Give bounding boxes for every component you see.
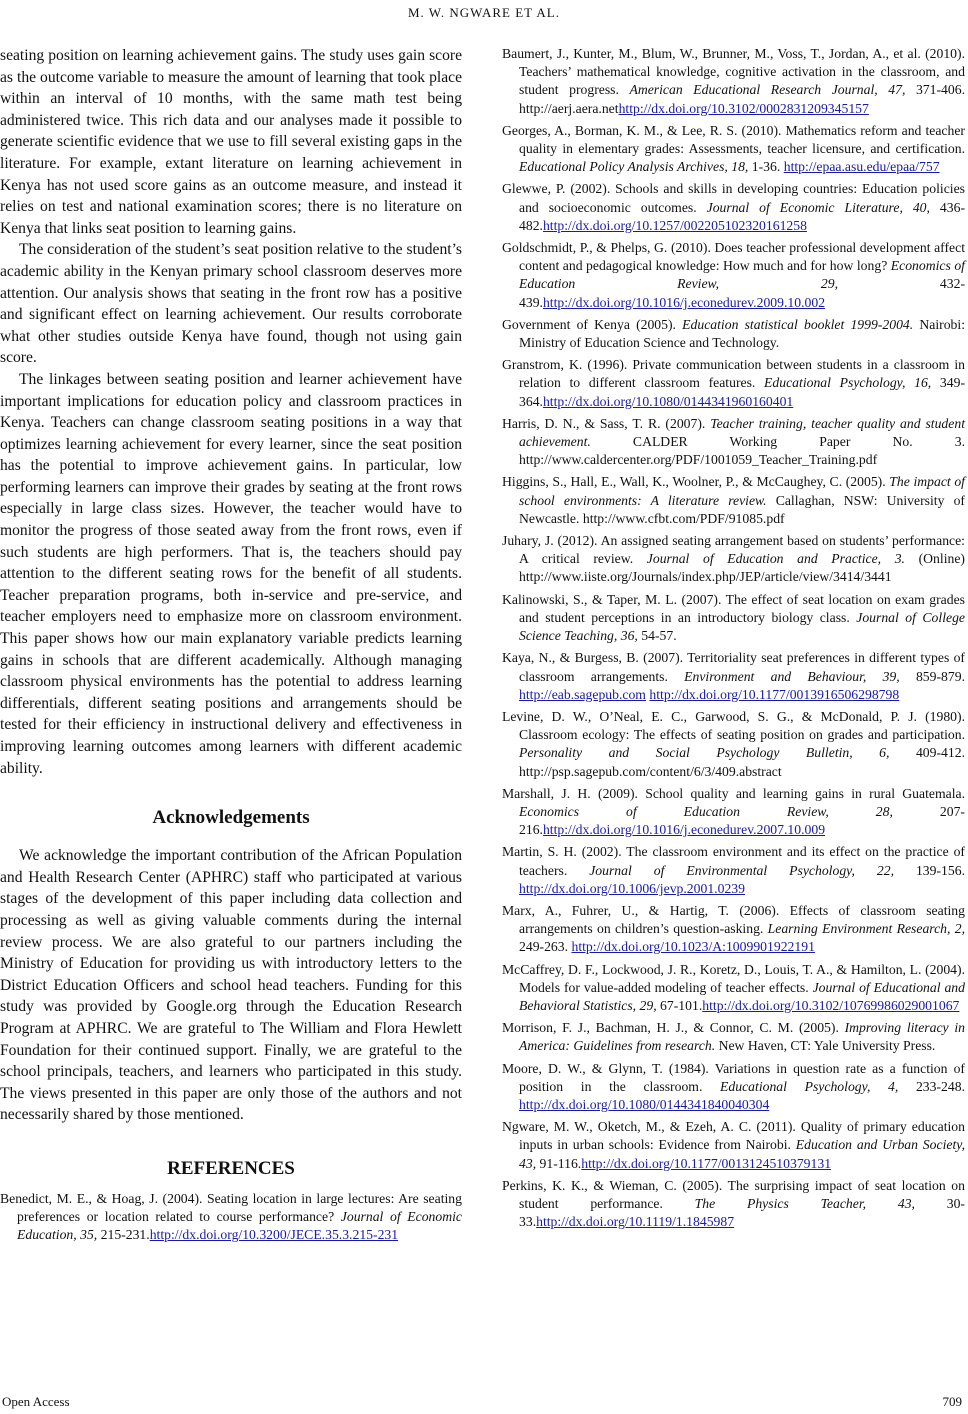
reference-item xyxy=(502,1118,965,1173)
reference-authors-title: Marshall, J. H. (2009). School quality and learning gains in rural Guatemala. xyxy=(502,785,965,801)
reference-authors-title: Levine, D. W., O’Neal, E. C., Garwood, S. G., & McDonald, P. J. (1980). Classroom ecology: The effects of seating position on grades and participation. xyxy=(502,708,965,743)
reference-authors-title: Georges, A., Borman, K. M., & Lee, R. S. (2010). Mathematics reform and teacher quality in elementary grades: Assessments, teacher licensure, and certification. xyxy=(502,122,965,157)
right-column xyxy=(502,45,965,1235)
reference-pages: 30-33. xyxy=(519,1195,965,1230)
reference-source: Journal of Educational and Behavioral Statistics, 29, xyxy=(519,979,965,1013)
reference-pages: 91-116. xyxy=(536,1155,582,1171)
reference-item xyxy=(502,316,965,352)
reference-authors-title: Higgins, S., Hall, E., Wall, K., Woolner, P., & McCaughey, C. (2005). xyxy=(502,474,890,490)
reference-item xyxy=(502,708,965,781)
reference-pages: 233-248. xyxy=(898,1078,965,1094)
reference-pages: 349-364. xyxy=(519,375,966,409)
reference-item xyxy=(0,1190,462,1245)
reference-source: Journal of College Science Teaching, 36, xyxy=(519,609,965,644)
body-paragraph: The consideration of the student’s seat position relative to the student’s academic ability in the Kenyan primary school classroom deserves more attention. Our analysis shows that seating in the front row has a positive and significant effect on learning achievement. Our results corroborate what other studies outside Kenya have found, though not using gain score. xyxy=(0,241,462,367)
reference-pages: 139-156. xyxy=(894,862,966,878)
reference-pages: 215-231. xyxy=(97,1227,150,1243)
reference-source: Education and Urban Society, 43, xyxy=(519,1137,965,1171)
reference-source: Journal of Environmental Psychology, 22, xyxy=(589,862,894,878)
reference-source: Educational Psychology, 4, xyxy=(720,1078,899,1094)
reference-pages: (Online) http://www.iiste.org/Journals/index.php/JEP/article/view/3414/3441 xyxy=(519,551,965,585)
reference-link[interactable]: http://dx.doi.org/10.3102/0002831209345157 xyxy=(618,100,869,116)
footer-access: Open Access xyxy=(2,1394,70,1409)
body-paragraph: seating position on learning achievement gains. The study uses gain score as the outcome variable to measure the amount of learning that took place within an interval of 10 months, with the same math test being administered twice. This rich data and our analyses made it possible to generate scientific evidence that we use to fill several existing gaps in the literature. For example, extant literature on learning achievement in Kenya has not used score gains as an outcome measure, and instead it relies on test and national examination scores; there is no literature on Kenya that links seat position to learning gains. xyxy=(0,47,462,237)
reference-item xyxy=(502,843,965,898)
running-head: M. W. NGWARE ET AL. xyxy=(407,5,560,20)
reference-item xyxy=(502,1060,965,1115)
reference-doi-link[interactable]: http://dx.doi.org/10.1177/0013916506298798 xyxy=(649,686,900,702)
reference-item xyxy=(502,1019,965,1055)
reference-source: Teacher training, teacher quality and student achievement. xyxy=(519,415,965,450)
reference-pages: CALDER Working Paper No. 3. http://www.caldercenter.org/PDF/1001059_Teacher_Training.pdf xyxy=(519,434,965,468)
reference-link[interactable]: http://dx.doi.org/10.1023/A:1009901922191 xyxy=(571,939,815,955)
reference-pages: 371-406. http://aerj.aera.net xyxy=(519,82,965,116)
reference-item xyxy=(502,649,965,704)
references-heading: REFERENCES xyxy=(167,1157,295,1179)
reference-pages: 249-263. xyxy=(519,939,572,955)
reference-source: Journal of Education and Practice, 3. xyxy=(646,551,905,567)
reference-authors-title: Moore, D. W., & Glynn, T. (1984). Variations in question rate as a function of position in the classroom. xyxy=(502,1060,965,1094)
reference-source: Educational Psychology, 16, xyxy=(764,375,932,391)
reference-source: Education statistical booklet 1999-2004. xyxy=(682,316,914,332)
reference-pages: 859-879. xyxy=(899,668,965,684)
reference-source: The Physics Teacher, 43, xyxy=(694,1195,915,1211)
reference-source: The impact of school environments: A literature review. xyxy=(519,474,965,508)
reference-authors-title: Juhary, J. (2012). An assigned seating arrangement based on students’ performance: A critical review. xyxy=(502,533,965,567)
reference-authors-title: Martin, S. H. (2002). The classroom environment and its effect on the practice of teachers. xyxy=(502,844,965,878)
reference-pages: 436-482. xyxy=(519,199,965,233)
reference-pages: 1-36. xyxy=(748,159,784,175)
acknowledgements-paragraph: We acknowledge the important contribution of the African Population and Health Research Center (APHRC) staff who participated at various stages of the development of this paper including data collection and processing as well as giving valuable comments during the internal review process. We are also grateful to our partners including the Ministry of Education for providing us with introductory letters to the District Education Officers and school head teachers. Funding for this study was provided by Google.org through the Education Research Program at APHRC. We are grateful to The William and Flora Hewlett Foundation for their continued support. Finally, we are grateful to the school principals, teachers, and learners who participated in this study. The views presented in this paper are only those of the authors and not necessarily shared by those mentioned. xyxy=(0,847,462,1124)
reference-link[interactable]: http://dx.doi.org/10.1006/jevp.2001.0239 xyxy=(519,880,745,896)
page-number: 709 xyxy=(942,1394,962,1409)
reference-source: Environment and Behaviour, 39, xyxy=(684,668,900,684)
reference-link[interactable]: http://dx.doi.org/10.1177/0013124510379131 xyxy=(581,1155,832,1171)
reference-authors-title: Granstrom, K. (1996). Private communication between students in a classroom in relation to different classroom features. xyxy=(502,357,965,391)
reference-link[interactable]: http://dx.doi.org/10.1016/j.econedurev.2007.10.009 xyxy=(542,822,826,838)
reference-item xyxy=(502,415,965,470)
reference-authors-title: McCaffrey, D. F., Lockwood, J. R., Koretz, D., Louis, T. A., & Hamilton, L. (2004). Models for value-added modeling of teacher effects. xyxy=(502,961,965,995)
reference-link[interactable]: http://dx.doi.org/10.3200/JECE.35.3.215-231 xyxy=(149,1227,399,1243)
reference-item xyxy=(502,591,965,646)
references-list-right xyxy=(502,45,965,1231)
reference-authors-title: Benedict, M. E., & Hoag, J. (2004). Seating location in large lectures: Are seating preferences or location related to course performance? xyxy=(0,1190,462,1225)
reference-source: Learning Environment Research, 2, xyxy=(767,921,965,937)
reference-item xyxy=(502,239,965,312)
reference-authors-title: Government of Kenya (2005). xyxy=(502,316,683,332)
reference-source: Economics of Education Review, 29, xyxy=(519,258,965,292)
reference-authors-title: Ngware, M. W., Oketch, M., & Ezeh, A. C. (2011). Quality of primary education inputs in urban schools: Evidence from Nairobi. xyxy=(502,1119,965,1153)
reference-link[interactable]: http://dx.doi.org/10.1257/002205102320161258 xyxy=(542,217,807,233)
reference-authors-title: Perkins, K. K., & Wieman, C. (2005). The surprising impact of seat location on student performance. xyxy=(502,1177,965,1211)
reference-item xyxy=(502,785,965,840)
reference-pages: 67-101. xyxy=(656,997,703,1013)
reference-link[interactable]: http://dx.doi.org/10.1080/0144341840040304 xyxy=(519,1096,770,1112)
reference-pages: Nairobi: Ministry of Education Science and Technology. xyxy=(519,316,965,351)
reference-item xyxy=(502,532,965,587)
reference-item xyxy=(502,45,965,118)
left-column xyxy=(0,45,462,1249)
reference-link[interactable]: http://epaa.asu.edu/epaa/757 xyxy=(783,159,940,175)
reference-authors-title: Baumert, J., Kunter, M., Blum, W., Brunner, M., Voss, T., Jordan, A., et al. (2010). Teachers’ mathematical knowledge, cognitive activation in the classroom, and student progress. xyxy=(502,46,965,98)
reference-link[interactable]: http://dx.doi.org/10.1080/0144341960160401 xyxy=(542,393,794,409)
reference-source: Improving literacy in America: Guidelines from research. xyxy=(519,1020,965,1054)
reference-source: Personality and Social Psychology Bulletin, 6, xyxy=(519,745,890,761)
body-paragraph: The linkages between seating position and learner achievement have important implications for education policy and classroom practices in Kenya. Teachers can change classroom seating positions in a way that optimizes learning achievement for every learner, since the seat position has the potential to improve achievement gains. In particular, low performing learners can improve their grades by seating at the front rows especially in large class sizes. However, the teacher would have to monitor the progress of those seated away from the front rows, even if such students are high performers. That is, the teachers should pay attention to the different seating rows for the benefit of all students. Teacher preparation programs, both in-service and pre-service, and teacher employers need to emphasize more on classroom environment. This paper shows how our main explanatory variable predicts learning gains in schools that are different academically. Although managing classroom physical environments has the potential to address learning differentials, different seating positions and arrangements should be tested for their efficiency in instructional delivery and effectiveness in improving learning outcomes among learners with different academic ability. xyxy=(0,370,462,777)
reference-authors-title: Goldschmidt, P., & Phelps, G. (2010). Does teacher professional development affect content and pedagogical knowledge: How much and for how long? xyxy=(502,240,965,274)
reference-authors-title: Marx, A., Fuhrer, U., & Hartig, T. (2006). Effects of classroom seating arrangements on children’s question-asking. xyxy=(502,902,965,937)
reference-authors-title: Kalinowski, S., & Taper, M. L. (2007). The effect of seat location on exam grades and student perceptions in an introductory biology class. xyxy=(502,591,965,625)
reference-source: Educational Policy Analysis Archives, 18, xyxy=(519,159,749,175)
reference-source: American Educational Research Journal, 47, xyxy=(629,82,906,98)
reference-pages: 409-412. http://psp.sagepub.com/content/6/3/409.abstract xyxy=(519,745,965,779)
reference-pages: 432-439. xyxy=(519,276,966,310)
reference-source: Economics of Education Review, 28, xyxy=(519,803,893,819)
reference-pages: New Haven, CT: Yale University Press. xyxy=(715,1038,936,1054)
reference-item xyxy=(502,473,965,528)
reference-item xyxy=(502,180,965,235)
reference-link[interactable]: http://dx.doi.org/10.1119/1.1845987 xyxy=(536,1214,735,1230)
reference-link[interactable]: http://eab.sagepub.com xyxy=(519,686,646,702)
reference-pages: 207-216. xyxy=(519,803,965,838)
reference-item xyxy=(502,961,965,1016)
reference-authors-title: Glewwe, P. (2002). Schools and skills in developing countries: Education policies and socioeconomic outcomes. xyxy=(502,181,965,215)
reference-source: Journal of Economic Education, 35, xyxy=(17,1209,462,1243)
reference-authors-title: Morrison, F. J., Bachman, H. J., & Connor, C. M. (2005). xyxy=(502,1020,845,1036)
reference-pages: 54-57. xyxy=(637,628,677,644)
reference-item xyxy=(502,356,965,411)
reference-item xyxy=(502,902,965,957)
reference-source: Journal of Economic Literature, 40, xyxy=(706,199,930,215)
reference-link[interactable]: http://dx.doi.org/10.3102/10769986029001067 xyxy=(702,997,960,1013)
reference-authors-title: Kaya, N., & Burgess, B. (2007). Territoriality seat preferences in different types of classroom arrangements. xyxy=(502,650,965,684)
reference-authors-title: Harris, D. N., & Sass, T. R. (2007). xyxy=(502,415,711,431)
reference-link[interactable]: http://dx.doi.org/10.1016/j.econedurev.2009.10.002 xyxy=(542,294,826,310)
reference-pages: Callaghan, NSW: University of Newcastle. http://www.cfbt.com/PDF/91085.pdf xyxy=(519,492,965,526)
reference-item xyxy=(502,122,965,177)
references-list-left xyxy=(0,1190,462,1245)
acknowledgements-heading: Acknowledgements xyxy=(152,807,310,829)
reference-item xyxy=(502,1177,965,1232)
